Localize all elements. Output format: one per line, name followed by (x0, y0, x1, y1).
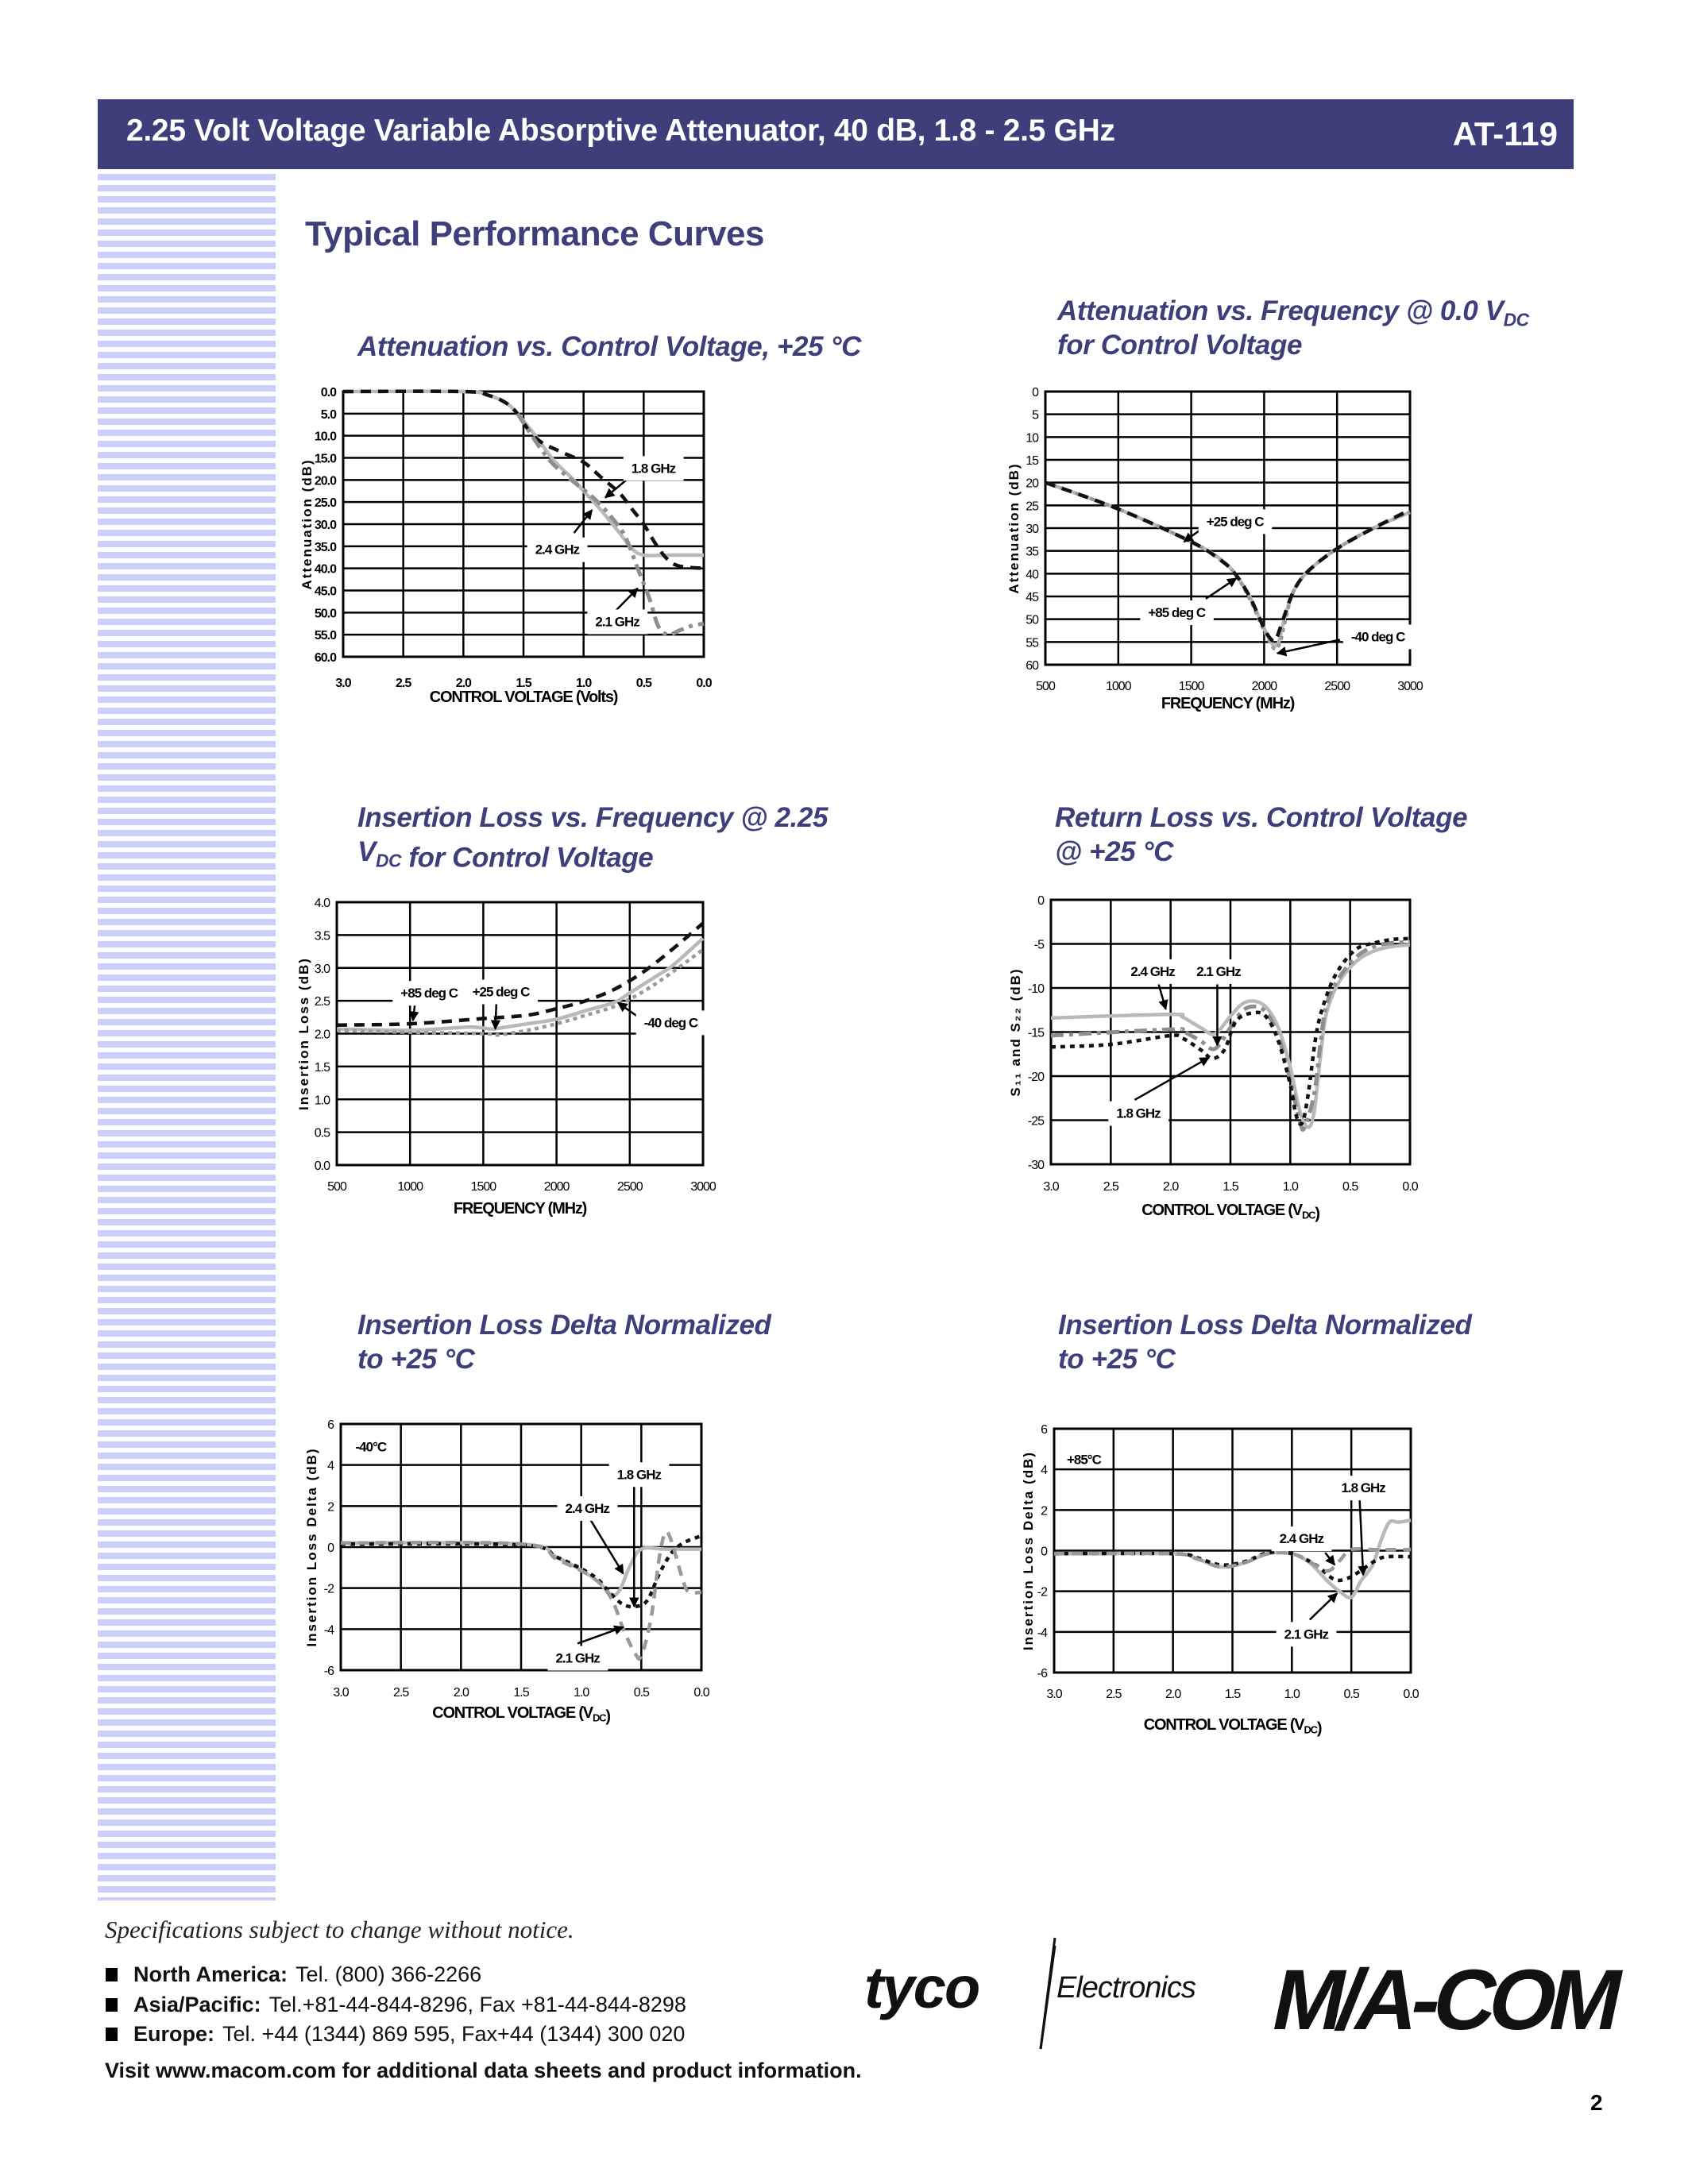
annotation (465, 980, 539, 1029)
x-tick-label: 2.5 (1106, 1688, 1122, 1701)
chart-4 (1008, 802, 1467, 1222)
annotation (1067, 1452, 1102, 1467)
annotation (527, 510, 593, 562)
electronics-logo-text: Electronics (1056, 1971, 1196, 2005)
annotation (618, 1003, 706, 1036)
x-tick-label: 1.0 (574, 1686, 589, 1700)
chart-title: Insertion Loss Delta Normalized (357, 1310, 771, 1341)
x-axis-label: CONTROL VOLTAGE $(V_{DC})$ (1141, 1202, 1319, 1223)
macom-logo (1261, 1950, 1627, 2061)
chart-title: to +25 °C (1058, 1344, 1176, 1375)
contact-region: North America: (133, 1962, 288, 1987)
y-tick-label: 1.5 (314, 1060, 330, 1075)
y-tick-label: 55.0 (314, 629, 336, 643)
annotation-arrow (1134, 1058, 1208, 1100)
y-tick-label: -4 (323, 1623, 334, 1638)
annotation-label: 2.1 GHz (1196, 963, 1241, 979)
annotation (1277, 624, 1413, 653)
bullet-icon (106, 1968, 118, 1981)
annotation-arrow (616, 588, 638, 611)
annotation-label: 1.8 GHz (631, 461, 676, 477)
y-tick-label: 4.0 (314, 897, 330, 910)
part-number: AT-119 (1452, 115, 1558, 152)
chart-title: Return Loss vs. Control Voltage (1055, 802, 1468, 833)
y-tick-label: 5.0 (320, 407, 336, 422)
y-tick-label: 6 (1041, 1423, 1047, 1437)
annotation-label: 2.1 GHz (555, 1650, 600, 1666)
x-tick-label: 0.0 (693, 1686, 709, 1700)
x-axis-label: FREQUENCY (MHz) (453, 1200, 587, 1217)
x-tick-label: 0.5 (1342, 1180, 1358, 1194)
y-tick-label: 60.0 (314, 651, 336, 665)
x-tick-label: 3.0 (1046, 1688, 1062, 1701)
x-tick-label: 1.0 (576, 677, 592, 690)
annotation-label: 2.1 GHz (1284, 1626, 1328, 1642)
contact-north-america (106, 1960, 686, 1990)
x-tick-label: 2.5 (396, 677, 411, 690)
annotation-label: 2.4 GHz (565, 1500, 609, 1516)
y-tick-label: -20 (1027, 1071, 1044, 1084)
y-tick-label: 2.0 (314, 1028, 330, 1042)
x-tick-label: 2.0 (455, 677, 471, 690)
x-tick-label: 0.0 (696, 677, 712, 690)
annotation-label: -40 deg C (1350, 629, 1405, 645)
chart-title: $V_{DC}$ for Control Voltage (357, 836, 654, 874)
y-tick-label: 3.5 (314, 929, 330, 943)
section-title: Typical Performance Curves (305, 214, 764, 253)
annotation-label: 2.4 GHz (1130, 963, 1175, 979)
y-tick-label: 30 (1026, 523, 1038, 536)
y-tick-label: 10 (1026, 431, 1038, 446)
chart-title: to +25 °C (357, 1344, 475, 1375)
x-tick-label: 1000 (1106, 680, 1131, 693)
annotation-label: +85°C (1066, 1452, 1101, 1468)
annotation-arrow (1360, 1500, 1363, 1576)
y-tick-label: 25.0 (314, 496, 336, 511)
y-axis-label: Attenuation (dB) (299, 458, 315, 590)
spec-notice: Specifications subject to change without notice. (105, 1916, 574, 1943)
y-tick-label: -15 (1027, 1026, 1044, 1040)
y-tick-label: 4 (327, 1459, 334, 1473)
macom-logo-text: M/A-COM (1264, 1952, 1627, 2048)
visit-website-text: Visit www.macom.com for additional data sheets and product information. (105, 2059, 862, 2082)
y-tick-label: 60 (1026, 659, 1038, 673)
y-tick-label: 35.0 (314, 540, 336, 554)
y-tick-label: 40.0 (314, 562, 336, 577)
x-tick-label: 1.5 (513, 1686, 529, 1700)
y-tick-label: -10 (1027, 982, 1044, 996)
x-axis-label: FREQUENCY (MHz) (1161, 695, 1295, 712)
y-axis-label: Insertion Loss (dB) (296, 957, 311, 1110)
annotation-label: 1.8 GHz (1341, 1480, 1385, 1496)
x-tick-label: 2.0 (1165, 1688, 1181, 1701)
annotation (356, 1439, 387, 1454)
annotation (392, 981, 466, 1021)
chart-title: Insertion Loss Delta Normalized (1058, 1310, 1472, 1341)
x-tick-label: 1000 (397, 1180, 423, 1194)
annotation (547, 1627, 623, 1671)
y-tick-label: 35 (1026, 545, 1038, 559)
x-tick-label: 500 (327, 1180, 346, 1194)
y-tick-label: 20.0 (314, 474, 336, 488)
annotation-label: -40°C (355, 1439, 387, 1455)
annotation-label: 1.8 GHz (616, 1467, 661, 1483)
x-tick-label: 0.5 (1343, 1688, 1359, 1701)
x-tick-label: 0.5 (633, 1686, 649, 1700)
annotation-label: +25 deg C (472, 984, 530, 1000)
x-tick-label: 0.0 (1403, 1688, 1419, 1701)
annotation-label: 2.4 GHz (535, 542, 580, 558)
y-tick-label: 2.5 (314, 995, 330, 1009)
y-tick-label: 0.0 (314, 1160, 330, 1173)
contact-europe (106, 2020, 686, 2050)
y-tick-label: 6 (327, 1418, 334, 1432)
contact-region: Asia/Pacific: (133, 1992, 261, 2016)
series-line--25-deg-c (1045, 483, 1410, 645)
y-tick-label: 0 (1032, 386, 1038, 399)
x-tick-label: 2500 (617, 1180, 643, 1194)
x-tick-label: 3.0 (335, 677, 351, 690)
series-line--85-deg-c (337, 923, 703, 1024)
chart-2 (1006, 295, 1530, 712)
gridlines (1054, 1429, 1411, 1673)
x-tick-label: 1500 (1178, 680, 1204, 693)
x-tick-label: 1.0 (1284, 1688, 1300, 1701)
x-tick-label: 1.5 (516, 677, 531, 690)
y-tick-label: 50 (1026, 613, 1038, 627)
page-number: 2 (1590, 2090, 1603, 2115)
chart-5 (304, 1310, 772, 1725)
annotation-label: -40 deg C (643, 1015, 698, 1031)
y-tick-label: 30.0 (314, 519, 336, 532)
annotation-label: 1.8 GHz (1116, 1106, 1161, 1121)
y-tick-label: 10.0 (314, 430, 336, 444)
x-tick-label: 0.0 (1402, 1180, 1418, 1194)
tyco-electronics-logo (864, 1938, 1230, 2057)
y-axis-label: Insertion Loss Delta (dB) (1021, 1450, 1036, 1651)
x-axis-label: CONTROL VOLTAGE (Volts) (429, 689, 618, 706)
y-tick-label: 20 (1026, 477, 1038, 491)
contact-text: Tel. (800) 366-2266 (295, 1962, 482, 1987)
y-axis-label: Attenuation (dB) (1006, 462, 1022, 594)
contact-asia-pacific (106, 1990, 686, 2020)
chart-title: for Control Voltage (1057, 330, 1303, 361)
y-tick-label: 55 (1026, 636, 1038, 650)
x-axis-label: CONTROL VOLTAGE $(V_{DC})$ (432, 1704, 610, 1726)
y-tick-label: 2 (327, 1500, 334, 1515)
y-tick-label: 2 (1041, 1504, 1047, 1518)
y-tick-label: 40 (1026, 568, 1038, 582)
chart-title: Attenuation vs. Frequency @ 0.0 $V_{DC}$ (1057, 295, 1529, 330)
annotation-label: 2.1 GHz (595, 614, 639, 630)
x-tick-label: 3.0 (1043, 1180, 1059, 1194)
annotation (609, 1462, 670, 1607)
y-axis-label: Insertion Loss Delta (dB) (304, 1447, 319, 1647)
annotation-arrow (618, 1003, 639, 1017)
logo-divider (1041, 1946, 1055, 2049)
annotation-label: 2.4 GHz (1279, 1531, 1323, 1547)
x-tick-label: 2000 (1251, 680, 1277, 693)
y-tick-label: 15 (1026, 454, 1038, 468)
y-axis-label: S₁₁ and S₂₂ (dB) (1008, 967, 1023, 1097)
chart-6 (1021, 1310, 1473, 1737)
contact-list (106, 1960, 686, 2050)
y-tick-label: -4 (1037, 1626, 1047, 1640)
y-tick-label: 0.5 (314, 1126, 330, 1140)
annotation-label: +25 deg C (1206, 514, 1264, 530)
x-tick-label: 2.0 (453, 1686, 469, 1700)
y-tick-label: 1.0 (314, 1094, 330, 1108)
y-tick-label: 3.0 (314, 962, 330, 976)
x-tick-label: 2500 (1324, 680, 1350, 693)
x-tick-label: 0.5 (635, 677, 651, 690)
y-tick-label: -5 (1033, 938, 1044, 952)
x-axis-label: CONTROL VOLTAGE $(V_{DC})$ (1143, 1716, 1322, 1738)
bullet-icon (106, 1998, 118, 2012)
contact-text: Tel. +44 (1344) 869 595, Fax+44 (1344) 300 020 (222, 2022, 686, 2047)
x-tick-label: 1500 (470, 1180, 496, 1194)
y-tick-label: 50.0 (314, 607, 336, 621)
annotation (1277, 1593, 1338, 1646)
y-tick-label: 4 (1041, 1464, 1047, 1478)
y-tick-label: 0 (327, 1542, 334, 1555)
x-tick-label: 1.5 (1223, 1180, 1238, 1194)
annotation (587, 588, 647, 635)
x-tick-label: 2.5 (393, 1686, 409, 1700)
gridlines (343, 392, 704, 657)
y-tick-label: 45.0 (314, 585, 336, 599)
contact-region: Europe: (133, 2022, 215, 2047)
y-tick-label: -2 (323, 1582, 334, 1596)
annotation (1108, 1058, 1209, 1126)
bullet-icon (106, 2028, 118, 2041)
y-tick-label: -25 (1027, 1114, 1044, 1129)
annotation (1122, 959, 1183, 1009)
x-tick-label: 1.0 (1282, 1180, 1298, 1194)
annotation-arrow (1325, 1553, 1335, 1565)
y-tick-label: 5 (1032, 408, 1038, 423)
annotation (1140, 578, 1236, 625)
chart-1 (299, 331, 862, 706)
chart-title: Attenuation vs. Control Voltage, +25 °C (357, 331, 861, 362)
document-title: 2.25 Volt Voltage Variable Absorptive Attenuator, 40 dB, 1.8 - 2.5 GHz (126, 114, 1115, 148)
chart-3 (296, 802, 829, 1217)
annotation (1184, 509, 1272, 542)
tyco-logo-text: tyco (864, 1954, 979, 2020)
annotation-label: +85 deg C (400, 986, 458, 1001)
y-tick-label: -6 (1037, 1667, 1047, 1680)
y-tick-label: 25 (1026, 500, 1038, 514)
x-tick-label: 500 (1036, 680, 1055, 693)
annotation-arrow (1310, 1593, 1337, 1619)
x-tick-label: 2.5 (1103, 1180, 1118, 1194)
y-tick-label: 0 (1041, 1545, 1047, 1559)
y-tick-label: 45 (1026, 591, 1038, 604)
annotation-label: +85 deg C (1148, 605, 1206, 621)
x-tick-label: 3.0 (333, 1686, 349, 1700)
y-tick-label: 0.0 (320, 386, 336, 399)
y-tick-label: -30 (1027, 1159, 1044, 1172)
y-tick-label: -2 (1037, 1585, 1047, 1599)
x-tick-label: 1.5 (1224, 1688, 1241, 1701)
y-tick-label: 0 (1037, 894, 1044, 908)
y-tick-label: 15.0 (314, 452, 336, 466)
chart-title: @ +25 °C (1055, 836, 1174, 867)
y-tick-label: -6 (323, 1665, 334, 1678)
x-tick-label: 2.0 (1163, 1180, 1179, 1194)
chart-title: Insertion Loss vs. Frequency @ 2.25 (357, 802, 829, 833)
x-tick-label: 3000 (690, 1180, 716, 1194)
contact-text: Tel.+81-44-844-8296, Fax +81-44-844-8298 (268, 1992, 686, 2016)
x-tick-label: 3000 (1397, 680, 1423, 693)
x-tick-label: 2000 (543, 1180, 570, 1194)
